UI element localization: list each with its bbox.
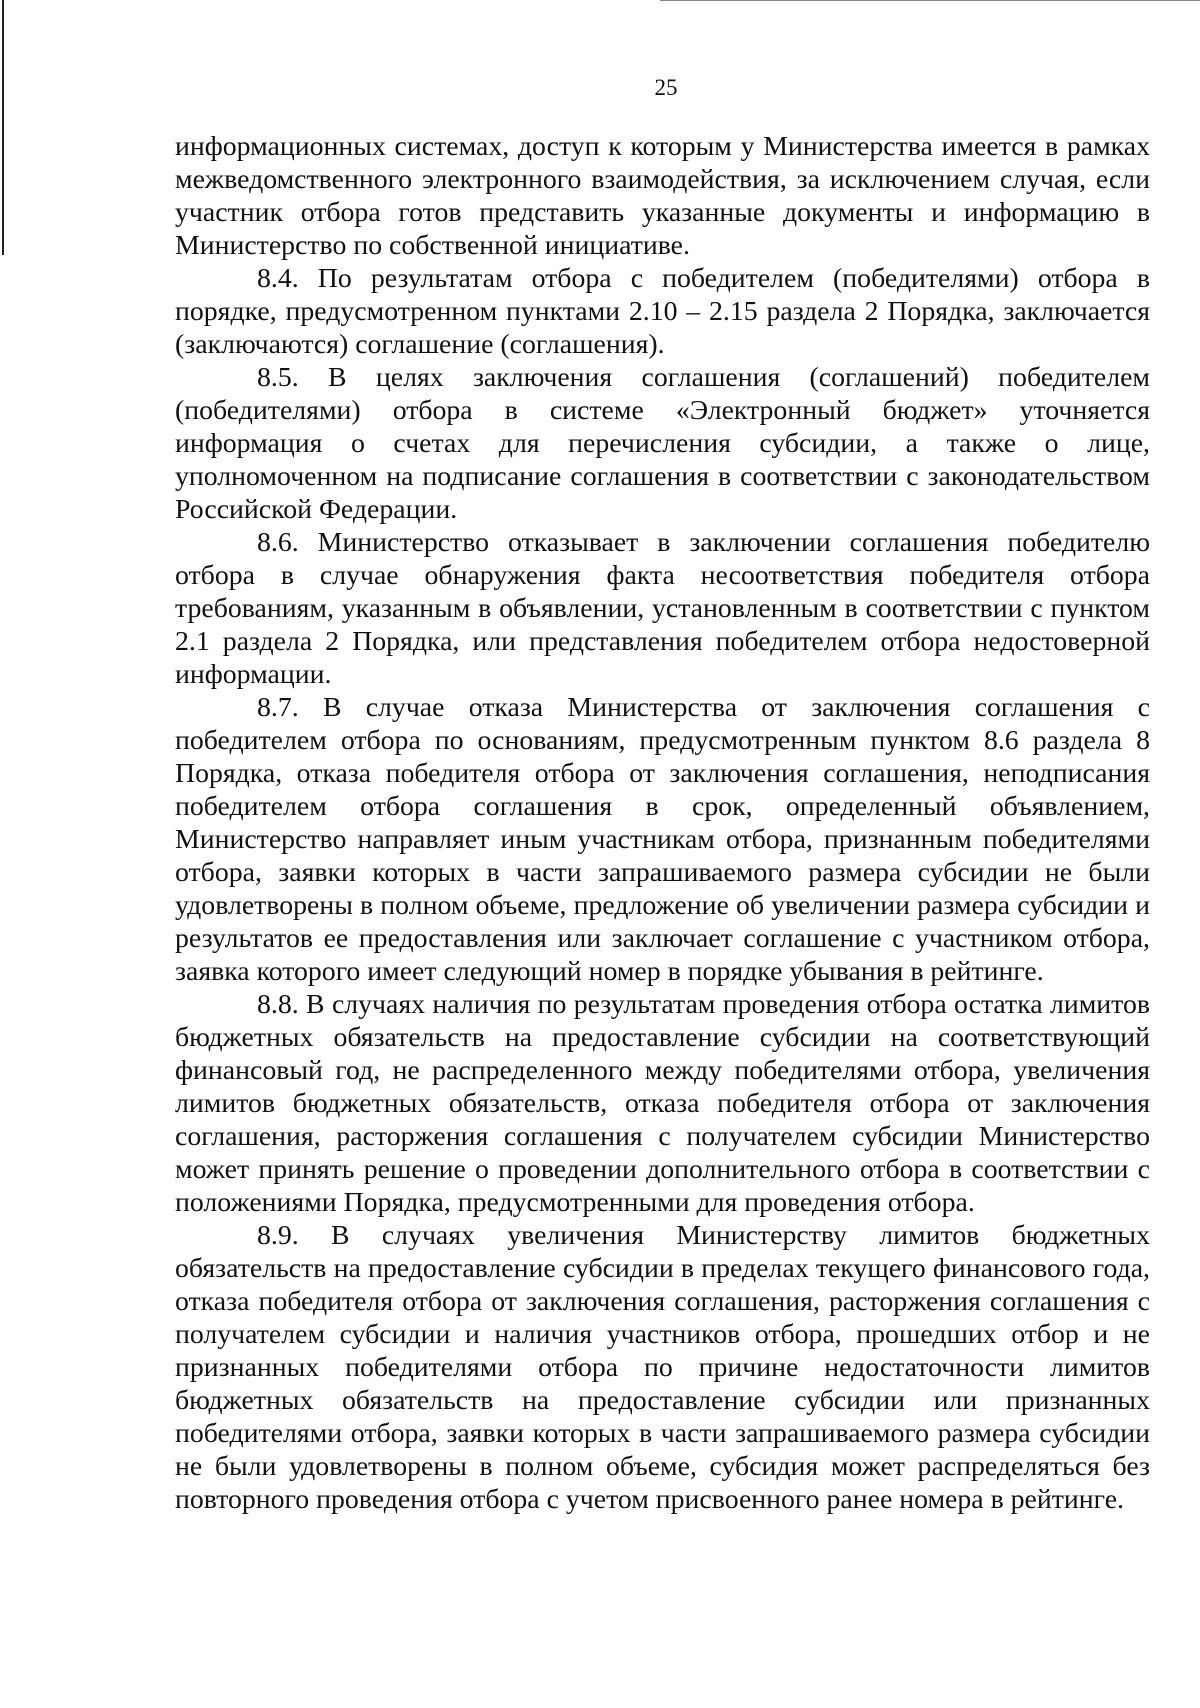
paragraph-8-8: 8.8. В случаях наличия по результатам проведения отбора остатка лимитов бюджетных обязательств на предоставление субсидии на соответствующий финансовый год, не распределенного между победителями отбора, увеличения лимитов бюджетных обязательств, отказа победителя отбора от заключения соглашения, расторжения соглашения с получателем субсидии Министерство может принять решение о проведении дополнительного отбора в соответствии с положениями Порядка, предусмотренными для проведения отбора.: [175, 989, 1150, 1218]
paragraph-continuation: информационных системах, доступ к которым у Министерства имеется в рамках межведомственного электронного взаимодействия, за исключением случая, если участник отбора готов представить указанные документы и информацию в Министерство по собственной инициативе.: [175, 131, 1150, 261]
scan-edge-top: [660, 0, 1200, 1]
page-number: 25: [654, 75, 678, 100]
paragraph-8-6: 8.6. Министерство отказывает в заключении соглашения победителю отбора в случае обнаружения факта несоответствия победителя отбора требованиям, указанным в объявлении, установленным в соответствии с пунктом 2.1 раздела 2 Порядка, или представления победителем отбора недостоверной информации.: [175, 527, 1150, 690]
paragraph-8-7: 8.7. В случае отказа Министерства от заключения соглашения с победителем отбора по основаниям, предусмотренным пунктом 8.6 раздела 8 Порядка, отказа победителя отбора от заключения соглашения, неподписания победителем отбора соглашения в срок, определенный объявлением, Министерство направляет иным участникам отбора, признанным победителями отбора, заявки которых в части запрашиваемого размера субсидии не были удовлетворены в полном объеме, предложение об увеличении размера субсидии и результатов ее предоставления или заключает соглашение с участником отбора, заявка которого имеет следующий номер в порядке убывания в рейтинге.: [175, 692, 1150, 987]
paragraph-8-4: 8.4. По результатам отбора с победителем (победителями) отбора в порядке, предусмотренном пунктами 2.10 – 2.15 раздела 2 Порядка, заключается (заключаются) соглашение (соглашения).: [175, 263, 1150, 360]
document-body: [175, 130, 1150, 1516]
paragraph-8-9: 8.9. В случаях увеличения Министерству лимитов бюджетных обязательств на предоставление субсидии в пределах текущего финансового года, отказа победителя отбора от заключения соглашения, расторжения соглашения с получателем субсидии и наличия участников отбора, прошедших отбор и не признанных победителями отбора по причине недостаточности лимитов бюджетных обязательств на предоставление субсидии или признанных победителями отбора, заявки которых в части запрашиваемого размера субсидии не были удовлетворены в полном объеме, субсидия может распределяться без повторного проведения отбора с учетом присвоенного ранее номера в рейтинге.: [175, 1220, 1150, 1515]
paragraph-8-5: 8.5. В целях заключения соглашения (соглашений) победителем (победителями) отбора в системе «Электронный бюджет» уточняется информация о счетах для перечисления субсидии, а также о лице, уполномоченном на подписание соглашения в соответствии с законодательством Российской Федерации.: [175, 362, 1150, 525]
scan-edge-left: [2, 0, 4, 255]
